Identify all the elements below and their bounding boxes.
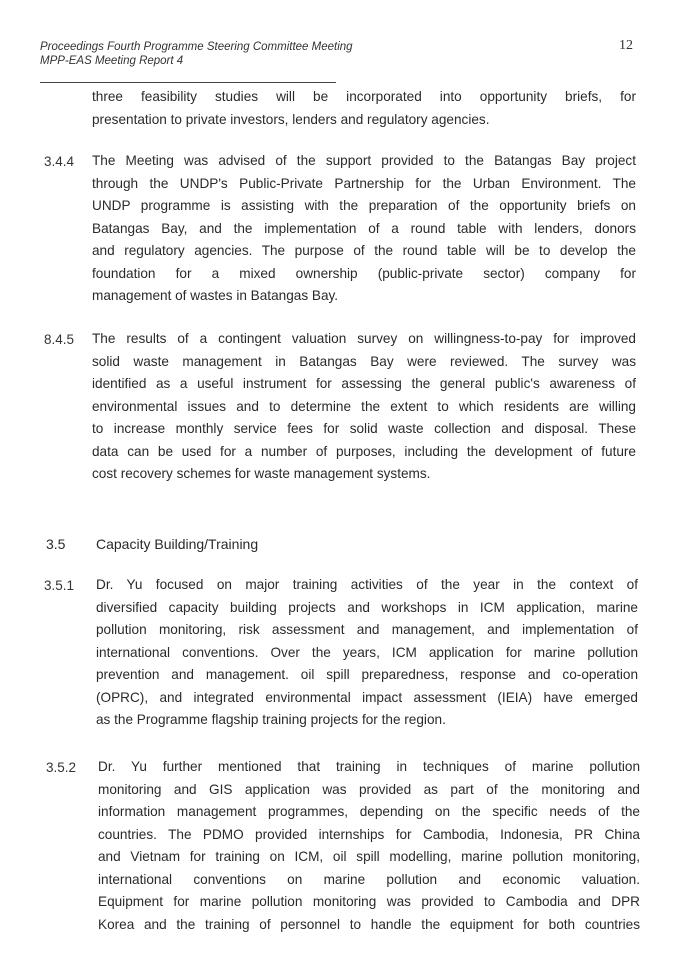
text-line: diversified capacity building projects and workshops in ICM application, marine (96, 599, 638, 615)
text-line: (OPRC), and integrated environmental impact assessment (IEIA) have emerged (96, 689, 638, 705)
paragraph-number: 3.5.1 (44, 578, 75, 593)
text-line: solid waste management in Batangas Bay were reviewed. The survey was (92, 353, 636, 369)
header-title: Proceedings Fourth Programme Steering Committee Meeting (40, 41, 353, 53)
text-line: and regulatory agencies. The purpose of the round table will be to develop the (92, 243, 636, 258)
text-line: cost recovery schemes for waste management systems. (92, 466, 431, 481)
text-line: UNDP programme is assisting with the preparation of the opportunity briefs on (92, 198, 636, 213)
text-line: through the UNDP's Public-Private Partnership for the Urban Environment. The (92, 175, 636, 191)
text-line: pollution monitoring, risk assessment and management, and implementation of (96, 622, 638, 637)
paragraph-lines (92, 86, 636, 131)
paragraph-lines (92, 150, 636, 308)
paragraph-lines (96, 574, 638, 732)
page-number: 12 (619, 38, 633, 53)
header-subtitle: MPP-EAS Meeting Report 4 (40, 55, 184, 67)
text-line: three feasibility studies will be incorporated into opportunity briefs, for (92, 89, 636, 104)
text-line: identified as a useful instrument for assessing the general public's awareness of (92, 376, 636, 391)
text-line: monitoring and GIS application was provided as part of the monitoring and (98, 781, 640, 797)
text-line: international conventions. Over the years, ICM application for marine pollution (96, 644, 638, 660)
section-number: 3.5 (46, 536, 66, 552)
text-line: Dr. Yu focused on major training activities of the year in the context of (96, 577, 638, 592)
text-line: Dr. Yu further mentioned that training in techniques of marine pollution (98, 759, 640, 774)
paragraph-lines (92, 328, 636, 486)
text-line: environmental issues and to determine the extent to which residents are willing (92, 398, 636, 414)
text-line: foundation for a mixed ownership (public-private sector) company for (92, 265, 636, 281)
text-line: and Vietnam for training on ICM, oil spill modelling, marine pollution monitoring, (98, 849, 640, 864)
text-line: Equipment for marine pollution monitoring was provided to Cambodia and DPR (98, 894, 640, 909)
section-title: Capacity Building/Training (96, 536, 259, 552)
paragraph-number: 3.5.2 (46, 760, 77, 775)
text-line: as the Programme flagship training projects for the region. (96, 712, 446, 727)
header-rule (40, 82, 336, 83)
paragraph-lines (98, 756, 640, 936)
text-line: prevention and management. oil spill preparedness, response and co-operation (96, 667, 638, 682)
paragraph-number: 3.4.4 (44, 154, 75, 169)
text-line: to increase monthly service fees for solid waste collection and disposal. These (92, 421, 636, 436)
text-line: countries. The PDMO provided internships for Cambodia, Indonesia, PR China (98, 826, 640, 842)
text-line: international conventions on marine pollution and economic valuation. (98, 871, 640, 887)
text-line: The Meeting was advised of the support provided to the Batangas Bay project (92, 153, 636, 168)
paragraph-number: 8.4.5 (44, 332, 75, 347)
text-line: information management programmes, depending on the specific needs of the (98, 804, 640, 819)
text-line: Korea and the training of personnel to handle the equipment for both countries (98, 916, 640, 932)
running-header (40, 40, 353, 68)
text-line: The results of a contingent valuation survey on willingness-to-pay for improved (92, 331, 636, 346)
text-line: management of wastes in Batangas Bay. (92, 288, 339, 303)
text-line: data can be used for a number of purposes, including the development of future (92, 443, 636, 459)
text-line: Batangas Bay, and the implementation of a round table with lenders, donors (92, 220, 636, 236)
text-line: presentation to private investors, lenders and regulatory agencies. (92, 111, 490, 127)
